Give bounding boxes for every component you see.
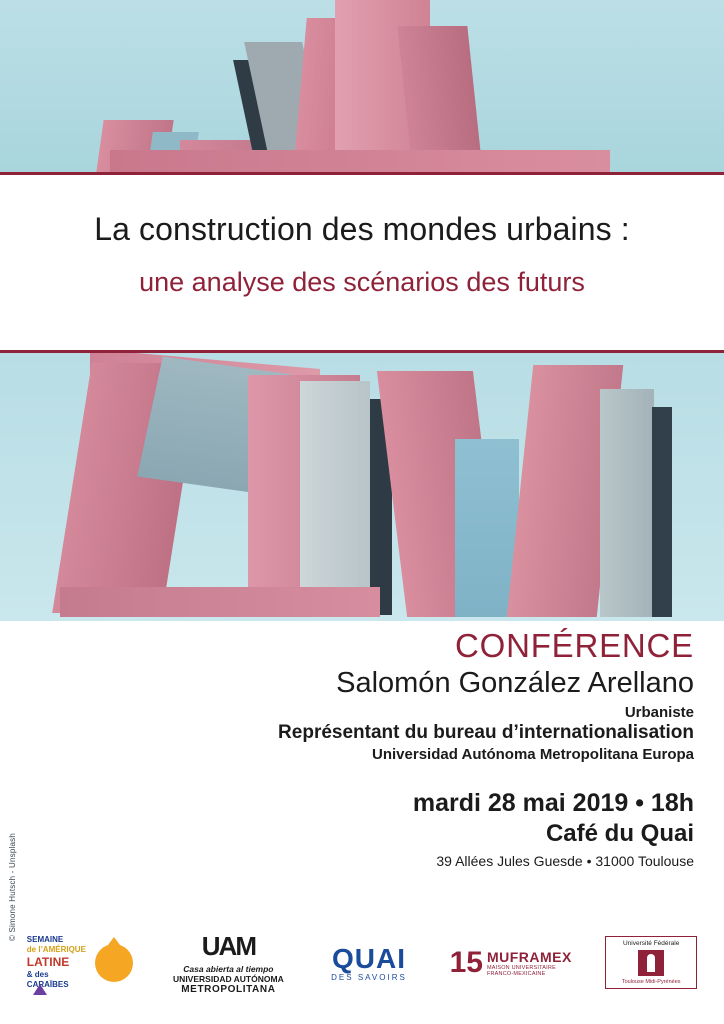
logo-line-2: MAISON UNIVERSITAIRE FRANCO-MEXICAINE: [486, 964, 556, 977]
logo-universite-federale-toulouse: [605, 936, 697, 989]
poster-subtitle: une analyse des scénarios des futurs: [139, 267, 585, 297]
logo-line-1: Casa abierta al tiempo: [183, 963, 274, 974]
photo-credit-wrap: [0, 353, 26, 942]
logo-line-2: DES SAVOIRS: [331, 973, 407, 982]
event-info: [0, 628, 724, 869]
logo-text: [27, 935, 91, 990]
speaker-role: Urbaniste: [624, 704, 694, 722]
sun-icon: [95, 944, 133, 982]
event-address: 39 Allées Jules Guesde • 31000 Toulouse: [436, 853, 694, 870]
title-block: [0, 175, 724, 350]
speaker-organization: Universidad Autónoma Metropolitana Europa: [372, 746, 694, 764]
logo-line-2: UNIVERSIDAD AUTÓNOMA: [173, 973, 284, 984]
poster-title: La construction des mondes urbains :: [94, 211, 630, 247]
logo-quai-des-savoirs: [314, 943, 424, 982]
muframex-text: [487, 949, 580, 977]
logo-line-1: MUFRAMEX: [486, 948, 572, 965]
top-photograph: [0, 0, 724, 172]
logo-line-2: Toulouse Midi-Pyrénées: [621, 979, 681, 985]
triangle-icon: [33, 984, 47, 995]
logo-row: [0, 915, 724, 1010]
uam-monogram: UAM: [201, 930, 255, 961]
logo-semaine-amerique-latine: [27, 933, 143, 993]
main-photograph: [0, 353, 724, 621]
logo-line-2: de l’AMÉRIQUE: [26, 945, 86, 954]
speaker-name: Salomón González Arellano: [336, 667, 694, 700]
event-venue: Café du Quai: [545, 820, 694, 848]
building-shape: [652, 407, 672, 617]
event-kind: CONFÉRENCE: [454, 627, 694, 664]
logo-muframex: [450, 946, 580, 980]
building-shape: [300, 381, 370, 617]
building-shape: [600, 389, 654, 617]
building-shape: [60, 587, 380, 617]
event-date: mardi 28 mai 2019 • 18h: [412, 789, 694, 818]
logo-line-1: SEMAINE: [26, 935, 64, 944]
federation-mark-icon: [638, 950, 664, 976]
speaker-position: Représentant du bureau d’internationalisation: [278, 722, 694, 744]
logo-line-1: Université Fédérale: [622, 940, 680, 947]
photo-credit: © Simone Hutsch - Unsplash: [8, 833, 17, 942]
logo-uam: [168, 931, 288, 995]
logo-line-3: METROPOLITANA: [181, 983, 276, 995]
logo-line-3: LATINE: [26, 955, 70, 969]
building-shape: [110, 150, 610, 172]
logo-line-4: & des CARAÏBES: [26, 970, 69, 989]
logo-line-1: QUAI: [331, 943, 406, 974]
anniversary-number: 15: [449, 945, 483, 979]
